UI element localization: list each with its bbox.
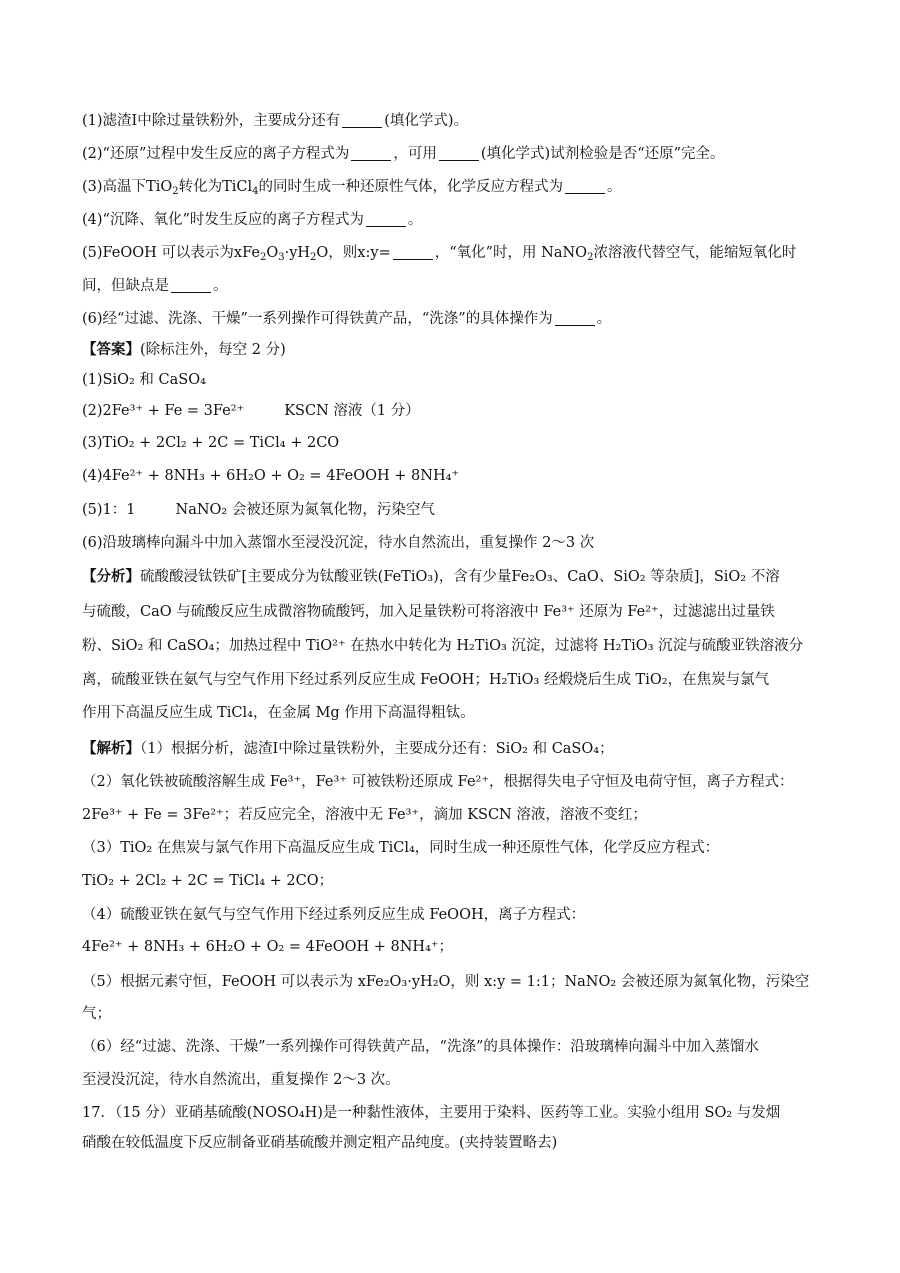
question-4	[82, 210, 822, 230]
question-text: ，可用	[393, 146, 437, 162]
question-17-line-2: 硝酸在较低温度下反应制备亚硝基硫酸并测定粗产品纯度。(夹持装置略去)	[82, 1135, 558, 1151]
question-text: 转化为TiCl	[178, 179, 253, 195]
explanation-line-11: 至浸没沉淀，待水自然流出，重复操作 2～3 次。	[82, 1072, 400, 1088]
answer-reagent: KSCN 溶液（1 分）	[284, 403, 420, 419]
answer-4: (4)4Fe²⁺ + 8NH₃ + 6H₂O + O₂ = 4FeOOH + 8NH₄⁺	[82, 468, 460, 484]
explanation-line-1	[82, 739, 822, 759]
question-text: ，“氧化”时，用 NaNO	[434, 245, 588, 261]
question-6	[82, 309, 822, 329]
question-text: (5)FeOOH 可以表示为xFe	[82, 245, 260, 261]
answer-blank	[366, 226, 406, 227]
answer-blank	[565, 193, 605, 194]
analysis-line-2: 与硫酸，CaO 与硫酸反应生成微溶物硫酸钙，加入足量铁粉可将溶液中 Fe³⁺ 还原为 Fe²⁺，过滤滤出过量铁	[82, 604, 775, 620]
answer-blank	[171, 292, 211, 293]
answer-blank	[439, 160, 479, 161]
analysis-text: 硫酸酸浸钛铁矿[主要成分为钛酸亚铁(FeTiO₃)，含有少量Fe₂O₃、CaO、SiO₂ 等杂质]，SiO₂ 不溶	[140, 569, 780, 585]
answer-3: (3)TiO₂ + 2Cl₂ + 2C = TiCl₄ + 2CO	[82, 435, 340, 451]
question-text: 。	[596, 311, 612, 327]
question-text: (填化学式)试剂检验是否“还原”完全。	[480, 146, 725, 162]
explanation-line-3: 2Fe³⁺ + Fe = 3Fe²⁺；若反应完全，溶液中无 Fe³⁺，滴加 KSCN 溶液，溶液不变红；	[82, 807, 647, 823]
question-5-cont	[82, 276, 822, 296]
analysis-line-4: 离，硫酸亚铁在氨气与空气作用下经过系列反应生成 FeOOH；H₂TiO₃ 经煅烧后生成 TiO₂，在焦炭与氯气	[82, 672, 770, 688]
explanation-line-4: （3）TiO₂ 在焦炭与氯气作用下高温反应生成 TiCl₄，同时生成一种还原性气体，化学反应方程式：	[82, 840, 720, 856]
answer-heading: 【答案】	[82, 341, 140, 358]
question-text: (1)滤渣Ⅰ中除过量铁粉外，主要成分还有	[82, 113, 341, 129]
question-5: (5)FeOOH 可以表示为$xFe_2O_3\cdot yH_2O$，则x:y= ，“氧化”时，用 NaNO$_2$浓溶液代替空气，能缩短氧化时	[82, 245, 797, 263]
question-text: 。	[213, 278, 228, 294]
answer-note: (除标注外，每空 2 分)	[140, 342, 286, 358]
analysis-heading: 【分析】	[82, 568, 140, 585]
explanation-line-10: （6）经“过滤、洗涤、干燥”一系列操作可得铁黄产品，“洗涤”的具体操作：沿玻璃棒向漏斗中加入蒸馏水	[82, 1039, 759, 1055]
explanation-text: （1）根据分析，滤渣Ⅰ中除过量铁粉外，主要成分还有：SiO₂ 和 CaSO₄；	[140, 741, 614, 757]
question-text: (2)“还原”过程中发生反应的离子方程式为	[82, 146, 350, 162]
answer-6: (6)沿玻璃棒向漏斗中加入蒸馏水至浸没沉淀，待水自然流出，重复操作 2～3 次	[82, 535, 595, 551]
question-1	[82, 111, 822, 131]
question-text: 的同时生成一种还原性气体，化学反应方程式为	[258, 179, 564, 195]
answer-blank	[342, 127, 382, 128]
question-text: 。	[407, 212, 423, 228]
question-text: (填化学式)。	[384, 113, 469, 129]
answer-2	[82, 401, 822, 421]
question-text: O	[266, 245, 279, 261]
question-text: (4)“沉降、氧化”时发生反应的离子方程式为	[82, 212, 364, 228]
explanation-heading: 【解析】	[82, 740, 140, 757]
analysis-line-3: 粉、SiO₂ 和 CaSO₄；加热过程中 TiO²⁺ 在热水中转化为 H₂TiO₃ 沉淀，过滤将 H₂TiO₃ 沉淀与硫酸亚铁溶液分	[82, 638, 804, 654]
answer-1: (1)SiO₂ 和 CaSO₄	[82, 372, 206, 388]
answer-reason: NaNO₂ 会被还原为氮氧化物，污染空气	[175, 502, 435, 518]
analysis-line-5: 作用下高温反应生成 TiCl₄，在金属 Mg 作用下高温得粗钛。	[82, 705, 475, 721]
question-text: O，则x:y=	[316, 245, 391, 261]
question-text: 。	[607, 179, 622, 195]
answer-ratio: (5)1：1	[82, 502, 136, 518]
answer-blank	[555, 325, 595, 326]
answer-equation: (2)2Fe³⁺ + Fe = 3Fe²⁺	[82, 403, 245, 419]
question-text: yH	[289, 245, 311, 261]
answer-blank	[351, 160, 391, 161]
question-17-line-1: 17．（15 分）亚硝基硫酸(NOSO₄H)是一种黏性液体，主要用于染料、医药等工业。实验小组用 SO₂ 与发烟	[82, 1105, 781, 1121]
explanation-line-7: 4Fe²⁺ + 8NH₃ + 6H₂O + O₂ = 4FeOOH + 8NH₄⁺；	[82, 939, 454, 955]
answer-header	[82, 340, 822, 360]
explanation-line-8: （5）根据元素守恒，FeOOH 可以表示为 xFe₂O₃·yH₂O，则 x:y = 1:1；NaNO₂ 会被还原为氮氧化物，污染空	[82, 974, 810, 990]
question-3: (3)高温下TiO$_2$转化为TiCl$_4$的同时生成一种还原性气体，化学反应方程式为 。	[82, 179, 622, 197]
question-text: 间，但缺点是	[82, 278, 169, 294]
explanation-line-9: 气；	[82, 1006, 111, 1022]
question-text: 浓溶液代替空气，能缩短氧化时	[593, 245, 797, 261]
answer-5	[82, 500, 822, 520]
question-2	[82, 144, 822, 164]
explanation-line-5: TiO₂ + 2Cl₂ + 2C = TiCl₄ + 2CO；	[82, 873, 334, 889]
explanation-line-6: （4）硫酸亚铁在氨气与空气作用下经过系列反应生成 FeOOH，离子方程式：	[82, 907, 586, 923]
analysis-line-1	[82, 567, 822, 587]
question-text: (6)经“过滤、洗涤、干燥”一系列操作可得铁黄产品，“洗涤”的具体操作为	[82, 311, 553, 327]
question-text: (3)高温下TiO	[82, 179, 173, 195]
answer-blank	[393, 259, 433, 260]
explanation-line-2: （2）氧化铁被硫酸溶解生成 Fe³⁺，Fe³⁺ 可被铁粉还原成 Fe²⁺，根据得失电子守恒及电荷守恒，离子方程式：	[82, 774, 794, 790]
